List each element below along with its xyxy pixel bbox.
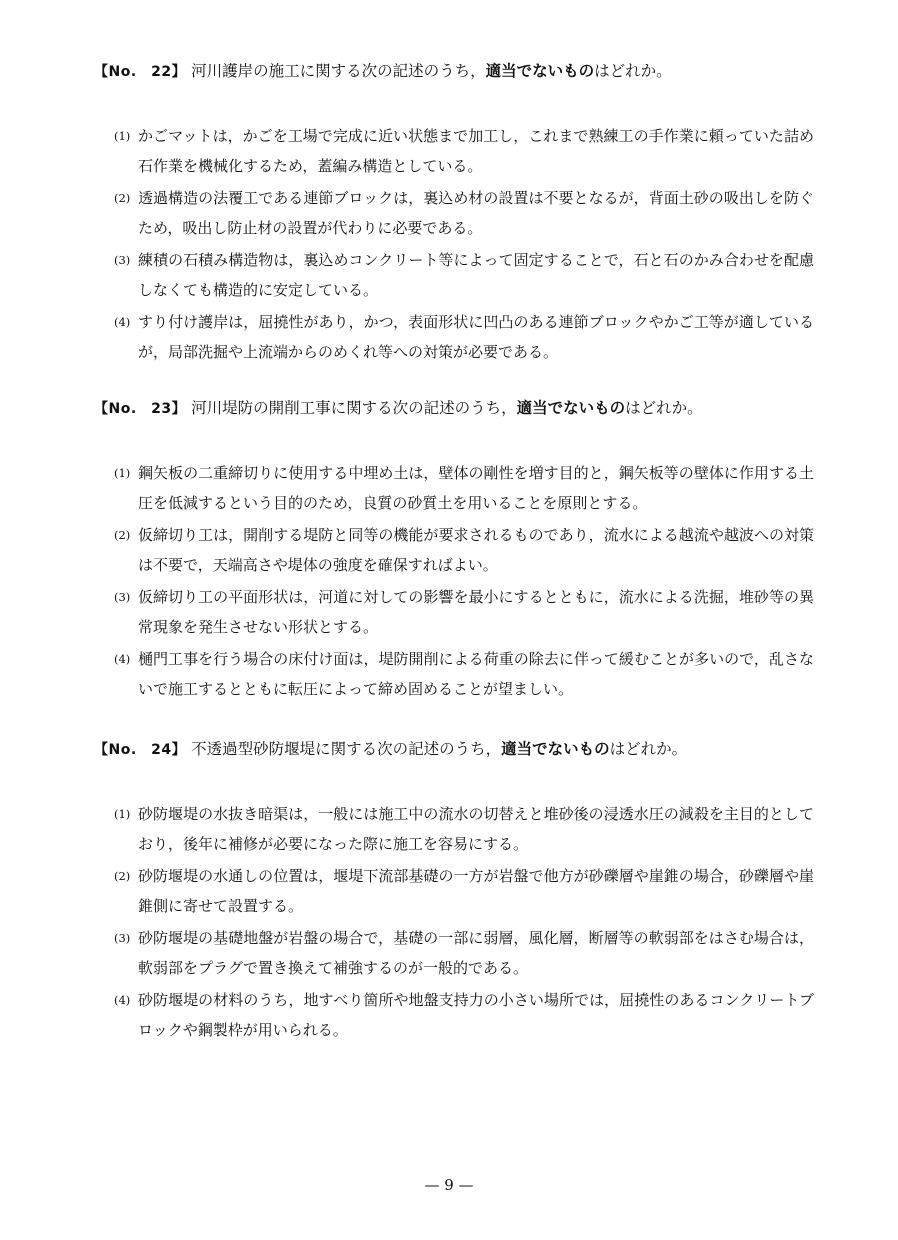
choice-text: 砂防堰堤の基礎地盤が岩盤の場合で，基礎の一部に弱層，風化層，断層等の軟弱部をはさむ場合は，軟弱部をプラグで置き換えて補強するのが一般的である。: [138, 929, 814, 977]
choice-item: [94, 183, 814, 243]
question-prompt: 不透過型砂防堰堤に関する次の記述のうち，: [191, 740, 502, 758]
choice-text: 砂防堰堤の水抜き暗渠は，一般には施工中の流水の切替えと堆砂後の浸透水圧の減殺を主目的としており，後年に補修が必要になった際に施工を容易にする。: [138, 805, 814, 853]
choice-number: (1): [114, 129, 131, 143]
choice-number: (4): [114, 993, 131, 1007]
choice-number: (4): [114, 315, 131, 329]
question-header: [94, 738, 814, 761]
choice-item: [94, 458, 814, 518]
choice-item: [94, 121, 814, 181]
choice-number: (3): [114, 590, 131, 604]
question-header: [94, 60, 814, 83]
choice-item: [94, 245, 814, 305]
page-number: — 9 —: [424, 1176, 474, 1194]
choice-text: 透過構造の法覆工である連節ブロックは，裏込め材の設置は不要となるが，背面土砂の吸出しを防ぐため，吸出し防止材の設置が代わりに必要である。: [138, 189, 814, 237]
choice-item: [94, 582, 814, 642]
question-prompt-emphasis: 適当でないもの: [516, 399, 626, 417]
question-prompt: 河川護岸の施工に関する次の記述のうち，: [191, 62, 486, 80]
question-number: 【No. 24】: [94, 742, 187, 758]
choice-text: かごマットは，かごを工場で完成に近い状態まで加工し，これまで熟練工の手作業に頼っていた詰め石作業を機械化するため，蓋編み構造としている。: [138, 127, 814, 175]
choice-text: 仮締切り工は，開削する堤防と同等の機能が要求されるものであり，流水による越流や越波への対策は不要で，天端高さや堤体の強度を確保すればよい。: [138, 526, 814, 574]
question-22: [94, 60, 814, 369]
question-prompt-end: はどれか。: [609, 740, 688, 758]
question-24: [94, 738, 814, 1047]
choice-list: [94, 458, 814, 704]
choice-text: 仮締切り工の平面形状は，河道に対しての影響を最小にするとともに，流水による洗掘，堆砂等の異常現象を発生させない形状とする。: [138, 588, 814, 636]
choice-number: (1): [114, 807, 131, 821]
choice-text: 鋼矢板の二重締切りに使用する中埋め土は，壁体の剛性を増す目的と，鋼矢板等の壁体に作用する土圧を低減するという目的のため，良質の砂質土を用いることを原則とする。: [138, 464, 814, 512]
choice-item: [94, 985, 814, 1045]
question-prompt-end: はどれか。: [625, 399, 703, 417]
choice-text: 砂防堰堤の材料のうち，地すべり箇所や地盤支持力の小さい場所では，屈撓性のあるコンクリートブロックや鋼製枠が用いられる。: [138, 991, 814, 1039]
question-prompt-emphasis: 適当でないもの: [501, 740, 610, 758]
choice-item: [94, 923, 814, 983]
question-number: 【No. 22】: [94, 64, 187, 80]
choice-text: すり付け護岸は，屈撓性があり，かつ，表面形状に凹凸のある連節ブロックやかご工等が適しているが，局部洗掘や上流端からのめくれ等への対策が必要である。: [138, 313, 814, 361]
choice-number: (2): [114, 528, 131, 542]
question-header: [94, 397, 814, 420]
choice-item: [94, 799, 814, 859]
choice-number: (2): [114, 869, 131, 883]
choice-item: [94, 644, 814, 704]
choice-number: (3): [114, 931, 131, 945]
choice-text: 練積の石積み構造物は，裏込めコンクリート等によって固定することで，石と石のかみ合わせを配慮しなくても構造的に安定している。: [138, 251, 814, 299]
choice-number: (4): [114, 652, 131, 666]
question-prompt-emphasis: 適当でないもの: [485, 62, 595, 80]
choice-list: [94, 799, 814, 1045]
choice-number: (2): [114, 191, 131, 205]
choice-item: [94, 520, 814, 580]
question-prompt-end: はどれか。: [594, 62, 672, 80]
choice-text: 樋門工事を行う場合の床付け面は，堤防開削による荷重の除去に伴って緩むことが多いので，乱さないで施工するとともに転圧によって締め固めることが望ましい。: [138, 650, 814, 698]
choice-number: (3): [114, 253, 131, 267]
question-number: 【No. 23】: [94, 401, 187, 417]
choice-text: 砂防堰堤の水通しの位置は，堰堤下流部基礎の一方が岩盤で他方が砂礫層や崖錐の場合，砂礫層や崖錐側に寄せて設置する。: [138, 867, 814, 915]
choice-item: [94, 307, 814, 367]
choice-number: (1): [114, 466, 131, 480]
question-prompt: 河川堤防の開削工事に関する次の記述のうち，: [191, 399, 517, 417]
choice-list: [94, 121, 814, 367]
question-23: [94, 397, 814, 706]
choice-item: [94, 861, 814, 921]
